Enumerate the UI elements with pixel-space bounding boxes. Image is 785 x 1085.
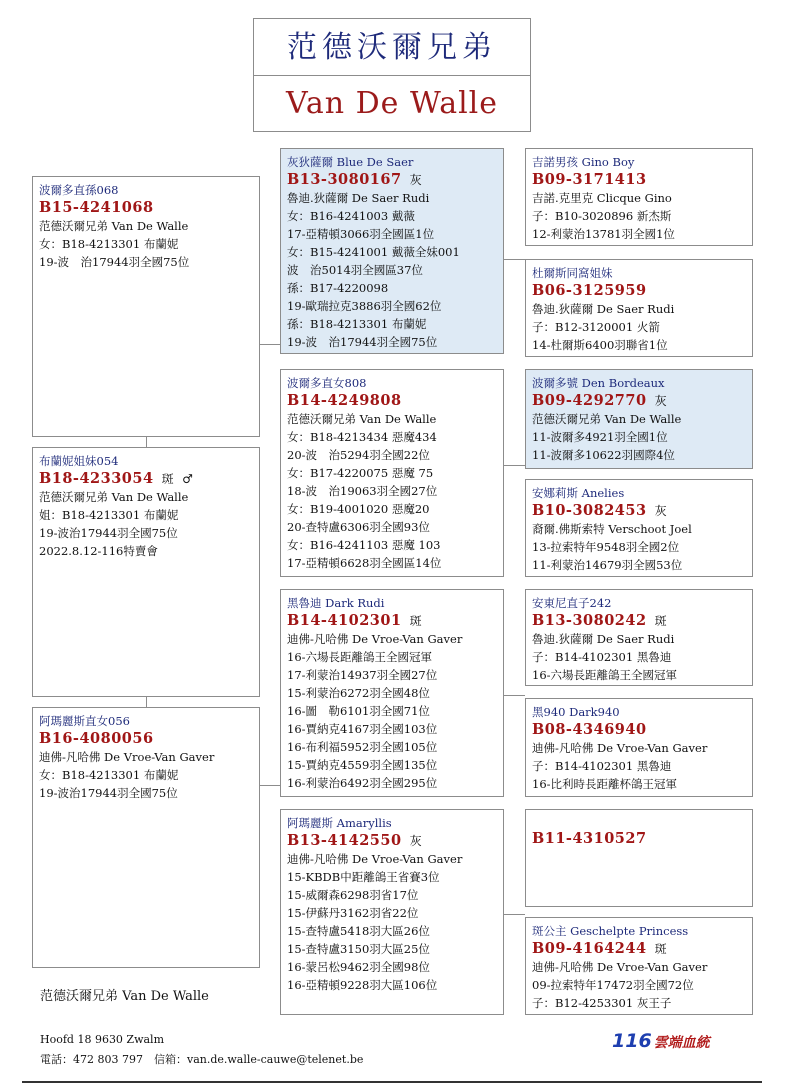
detail-line: 女：B16-4241003 戴薇	[287, 209, 415, 223]
detail-line: 迪佛-凡哈佛 De Vroe-Van Gaver	[287, 852, 463, 866]
ring-number	[532, 830, 746, 848]
ring-number	[532, 392, 746, 410]
detail-line: 女：B18-4213434 惡魔434	[287, 430, 437, 444]
bird-name: 波爾多號 Den Bordeaux	[532, 376, 665, 390]
pedigree-dam	[32, 707, 260, 968]
detail-line: 16-利蒙治6492羽全國295位	[287, 776, 438, 790]
detail-line: 波 治5014羽全國區37位	[287, 263, 423, 277]
color-label: 灰	[654, 504, 668, 518]
detail-line: 20-波 治5294羽全國22位	[287, 448, 430, 462]
color-label: 灰	[654, 394, 668, 408]
ring-value: B13-3080242	[532, 612, 647, 629]
ring-value: B09-4164244	[532, 940, 647, 957]
detail-line: 迪佛-凡哈佛 De Vroe-Van Gaver	[287, 632, 463, 646]
bird-name: 黑魯迪 Dark Rudi	[287, 596, 385, 610]
detail-line: 15-KBDB中距離鴿王省賽3位	[287, 870, 440, 884]
ring-value: B16-4080056	[39, 730, 154, 747]
detail-line: 19-波 治17944羽全國75位	[39, 255, 190, 269]
connector	[504, 695, 525, 696]
detail-line: 11-波爾多4921羽全國1位	[532, 430, 668, 444]
detail-line: 16-賈納克4167羽全國103位	[287, 722, 438, 736]
bird-name: 阿瑪麗斯 Amaryllis	[287, 816, 392, 830]
ring-number	[287, 612, 497, 630]
ring-number	[532, 721, 746, 739]
ring-value: B14-4249808	[287, 392, 402, 409]
bird-name: 波爾多直孫068	[39, 183, 119, 197]
ring-number	[39, 199, 253, 217]
detail-line: 19-波治17944羽全國75位	[39, 786, 178, 800]
connector	[260, 785, 280, 786]
connector	[504, 465, 525, 466]
pedigree-sire-sire	[280, 148, 504, 354]
color-label: 斑	[161, 472, 175, 486]
pedigree-subject	[32, 447, 260, 697]
detail-line: 子：B10-3020896 新杰斯	[532, 209, 672, 223]
detail-line: 16-亞精頓9228羽大區106位	[287, 978, 438, 992]
ring-value: B09-4292770	[532, 392, 647, 409]
detail-line: 19-波治17944羽全國75位	[39, 526, 178, 540]
connector	[260, 344, 280, 345]
color-label: 灰	[409, 173, 423, 187]
bottom-divider	[22, 1081, 762, 1083]
detail-line: 13-拉索特年9548羽全國2位	[532, 540, 680, 554]
bird-name: 吉諾男孩 Gino Boy	[532, 155, 635, 169]
ring-value: B14-4102301	[287, 612, 402, 629]
ring-number	[287, 392, 497, 410]
detail-line: 女：B18-4213301 布蘭妮	[39, 768, 179, 782]
bird-name: 安娜莉斯 Anelies	[532, 486, 625, 500]
detail-line: 姐：B18-4213301 布蘭妮	[39, 508, 179, 522]
detail-line: 2022.8.12-116特賣會	[39, 544, 158, 558]
detail-line: 吉諾.克里克 Clicque Gino	[532, 191, 672, 205]
detail-line: 范德沃爾兄弟 Van De Walle	[532, 412, 682, 426]
detail-line: 女：B17-4220075 惡魔 75	[287, 466, 434, 480]
detail-line: 18-波 治19063羽全國27位	[287, 484, 438, 498]
detail-line: 17-亞精頓3066羽全國區1位	[287, 227, 435, 241]
connector	[504, 914, 525, 915]
ring-value: B13-3080167	[287, 171, 402, 188]
detail-line: 女：B15-4241001 戴薇全妹001	[287, 245, 460, 259]
pedigree-sire	[32, 176, 260, 437]
detail-line: 范德沃爾兄弟 Van De Walle	[39, 490, 189, 504]
detail-line: 15-查特盧3150羽大區25位	[287, 942, 430, 956]
sex-symbol: ♂	[182, 472, 194, 486]
detail-line: 女：B16-4241103 惡魔 103	[287, 538, 441, 552]
pedigree-sire-dam	[280, 369, 504, 577]
pedigree-dam-sire	[280, 589, 504, 797]
detail-line: 魯迪.狄薩爾 De Saer Rudi	[532, 632, 675, 646]
detail-line: 子：B14-4102301 黑魯迪	[532, 759, 672, 773]
color-label: 斑	[654, 942, 668, 956]
ring-number	[532, 502, 746, 520]
detail-line: 16-六場長距離鴿王全國冠軍	[287, 650, 433, 664]
detail-line: 15-賈納克4559羽全國135位	[287, 758, 438, 772]
detail-line: 子：B12-3120001 火箭	[532, 320, 660, 334]
bird-name: 杜爾斯同窩姐妹	[532, 266, 613, 280]
bird-name: 布蘭妮姐妹054	[39, 454, 119, 468]
detail-line: 范德沃爾兄弟 Van De Walle	[287, 412, 437, 426]
detail-line: 11-利蒙治14679羽全國53位	[532, 558, 683, 572]
pedigree-ss-dam	[525, 259, 753, 357]
detail-line: 19-歐瑞拉克3886羽全國62位	[287, 299, 442, 313]
detail-line: 裔爾.佛斯索特 Verschoot Joel	[532, 522, 692, 536]
title-english: Van De Walle	[253, 76, 531, 132]
detail-line: 16-圖 勒6101羽全國71位	[287, 704, 430, 718]
detail-line: 迪佛-凡哈佛 De Vroe-Van Gaver	[532, 960, 708, 974]
detail-line: 19-波 治17944羽全國75位	[287, 335, 438, 349]
detail-line: 14-杜爾斯6400羽聯省1位	[532, 338, 668, 352]
bird-name: 黑940 Dark940	[532, 705, 620, 719]
detail-line: 15-利蒙治6272羽全國48位	[287, 686, 430, 700]
pedigree-dd-sire	[525, 809, 753, 907]
detail-line: 女：B19-4001020 惡魔20	[287, 502, 430, 516]
ring-number	[532, 940, 746, 958]
detail-line: 17-亞精頓6628羽全國區14位	[287, 556, 442, 570]
detail-line: 孫：B17-4220098	[287, 281, 389, 295]
pedigree-ds-sire	[525, 589, 753, 686]
detail-line: 子：B12-4253301 灰王子	[532, 996, 672, 1010]
detail-line: 16-蒙呂松9462羽全國98位	[287, 960, 430, 974]
detail-line: 魯迪.狄薩爾 De Saer Rudi	[532, 302, 675, 316]
ring-value: B09-3171413	[532, 171, 647, 188]
bird-name: 阿瑪麗斯直女056	[39, 714, 130, 728]
ring-number	[532, 171, 746, 189]
pedigree-ss-sire	[525, 148, 753, 246]
ring-number	[39, 470, 253, 488]
detail-line: 16-六場長距離鴿王全國冠軍	[532, 668, 678, 682]
logo-text: 雲端血統	[653, 1035, 710, 1051]
bird-name: 灰狄薩爾 Blue De Saer	[287, 155, 414, 169]
color-label: 斑	[409, 614, 423, 628]
detail-line: 孫：B18-4213301 布蘭妮	[287, 317, 427, 331]
bird-name: 波爾多直女808	[287, 376, 367, 390]
detail-line: 16-布利福5952羽全國105位	[287, 740, 438, 754]
ring-number	[532, 282, 746, 300]
ring-number	[39, 730, 253, 748]
detail-line: 17-利蒙治14937羽全國27位	[287, 668, 438, 682]
detail-line: 范德沃爾兄弟 Van De Walle	[39, 219, 189, 233]
pedigree-dd-dam	[525, 917, 753, 1015]
connector	[146, 437, 147, 447]
breeder-address: Hoofd 18 9630 Zwalm	[40, 1033, 164, 1046]
breeder-contact: 電話：472 803 797 信箱：van.de.walle-cauwe@telenet.be	[40, 1053, 364, 1066]
connector	[504, 259, 525, 260]
ring-value: B06-3125959	[532, 282, 647, 299]
detail-line: 迪佛-凡哈佛 De Vroe-Van Gaver	[532, 741, 708, 755]
detail-line: 15-威爾森6298羽省17位	[287, 888, 419, 902]
detail-line: 魯迪.狄薩爾 De Saer Rudi	[287, 191, 430, 205]
logo-number: 116	[612, 1030, 652, 1052]
breeder-signature: 范德沃爾兄弟 Van De Walle	[40, 989, 209, 1004]
ring-number	[532, 612, 746, 630]
ring-number	[287, 832, 497, 850]
detail-line: 12-利蒙治13781羽全國1位	[532, 227, 675, 241]
color-label: 灰	[409, 834, 423, 848]
ring-value: B10-3082453	[532, 502, 647, 519]
title-chinese: 范德沃爾兄弟	[253, 18, 531, 76]
detail-line: 20-查特盧6306羽全國93位	[287, 520, 430, 534]
bird-name: 安東尼直子242	[532, 596, 612, 610]
bird-name: 斑公主 Geschelpte Princess	[532, 924, 689, 938]
detail-line: 迪佛-凡哈佛 De Vroe-Van Gaver	[39, 750, 215, 764]
pedigree-sd-dam	[525, 479, 753, 577]
ring-value: B11-4310527	[532, 830, 647, 847]
detail-line: 15-伊蘇丹3162羽省22位	[287, 906, 419, 920]
color-label: 斑	[654, 614, 668, 628]
detail-line: 16-比利時長距離杯鴿王冠軍	[532, 777, 678, 791]
ring-value: B15-4241068	[39, 199, 154, 216]
connector	[146, 697, 147, 707]
detail-line: 15-查特盧5418羽大區26位	[287, 924, 430, 938]
ring-value: B13-4142550	[287, 832, 402, 849]
detail-line: 女：B18-4213301 布蘭妮	[39, 237, 179, 251]
detail-line: 子：B14-4102301 黑魯迪	[532, 650, 672, 664]
ring-value: B18-4233054	[39, 470, 154, 487]
detail-line: 09-拉索特年17472羽全國72位	[532, 978, 694, 992]
pedigree-sd-sire	[525, 369, 753, 469]
ring-value: B08-4346940	[532, 721, 647, 738]
pedigree-dam-dam	[280, 809, 504, 1015]
pedigree-ds-dam	[525, 698, 753, 797]
detail-line: 11-波爾多10622羽國際4位	[532, 448, 675, 462]
cloud-pedigree-logo	[612, 1030, 710, 1052]
ring-number	[287, 171, 497, 189]
